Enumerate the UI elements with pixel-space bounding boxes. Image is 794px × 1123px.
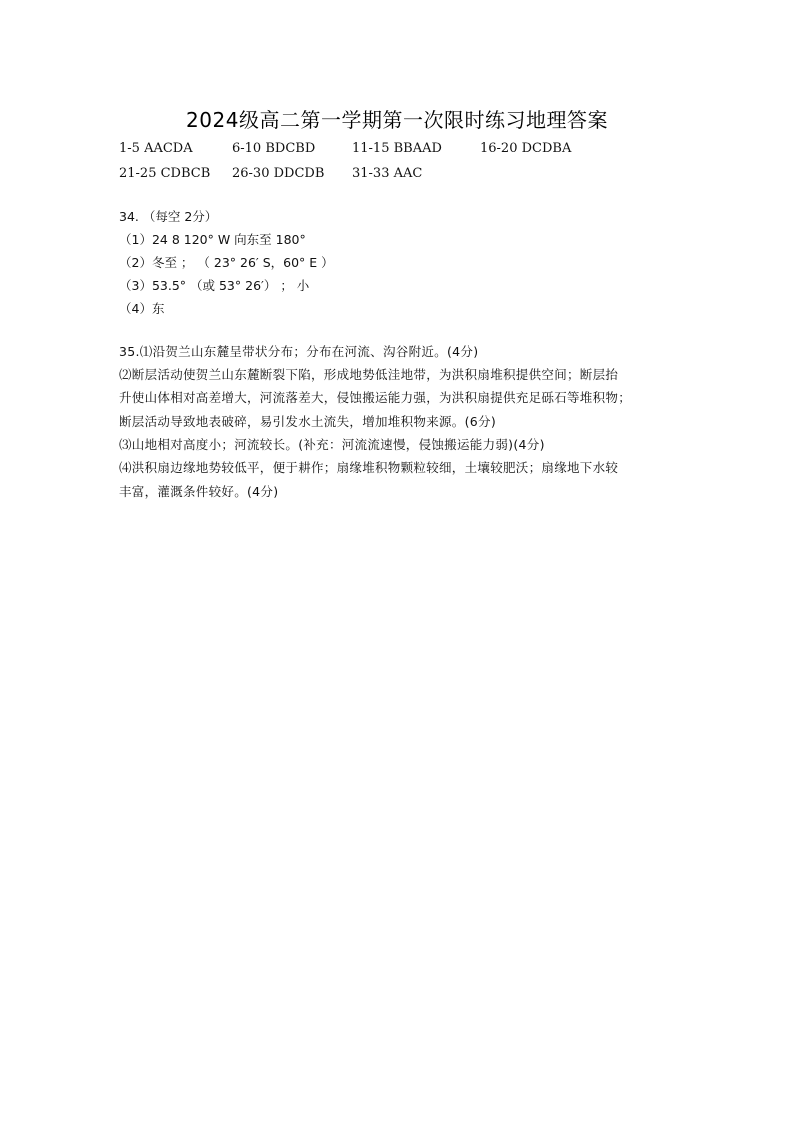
answer-group: 1-5 AACDA <box>119 141 193 156</box>
question-34-answer-2: （2）冬至 ； （ 23° 26′ S，60° E ） <box>119 255 334 270</box>
document-title: 2024级高二第一学期第一次限时练习地理答案 <box>186 108 608 132</box>
answer-group: 26-30 DDCDB <box>232 166 325 181</box>
question-34-header: 34. （每空 2分） <box>119 209 218 224</box>
question-35-line-5: ⑶山地相对高度小；河流较长。(补充：河流流速慢，侵蚀搬运能力弱)(4分) <box>119 437 545 452</box>
question-35-line-2: ⑵断层活动使贺兰山东麓断裂下陷，形成地势低洼地带，为洪积扇堆积提供空间；断层抬 <box>119 367 619 382</box>
answer-group: 31-33 AAC <box>352 166 423 181</box>
question-35-line-1: 35.⑴沿贺兰山东麓呈带状分布；分布在河流、沟谷附近。(4分) <box>119 344 479 359</box>
question-35-line-3: 升使山体相对高差增大，河流落差大，侵蚀搬运能力强，为洪积扇提供充足砾石等堆积物； <box>119 390 632 405</box>
question-35-line-7: 丰富，灌溉条件较好。(4分) <box>119 484 279 499</box>
question-34-answer-4: （4）东 <box>119 301 165 316</box>
answer-group: 16-20 DCDBA <box>480 141 572 156</box>
question-34-answer-1: （1）24 8 120° W 向东至 180° <box>119 232 306 247</box>
question-35-line-6: ⑷洪积扇边缘地势较低平，便于耕作；扇缘堆积物颗粒较细，土壤较肥沃；扇缘地下水较 <box>119 460 619 475</box>
answer-group: 11-15 BBAAD <box>352 141 442 156</box>
answer-group: 21-25 CDBCB <box>119 166 211 181</box>
question-34-answer-3: （3）53.5° （或 53° 26′） ； 小 <box>119 278 310 293</box>
question-35-line-4: 断层活动导致地表破碎，易引发水土流失，增加堆积物来源。(6分) <box>119 414 497 429</box>
answer-group: 6-10 BDCBD <box>232 141 316 156</box>
